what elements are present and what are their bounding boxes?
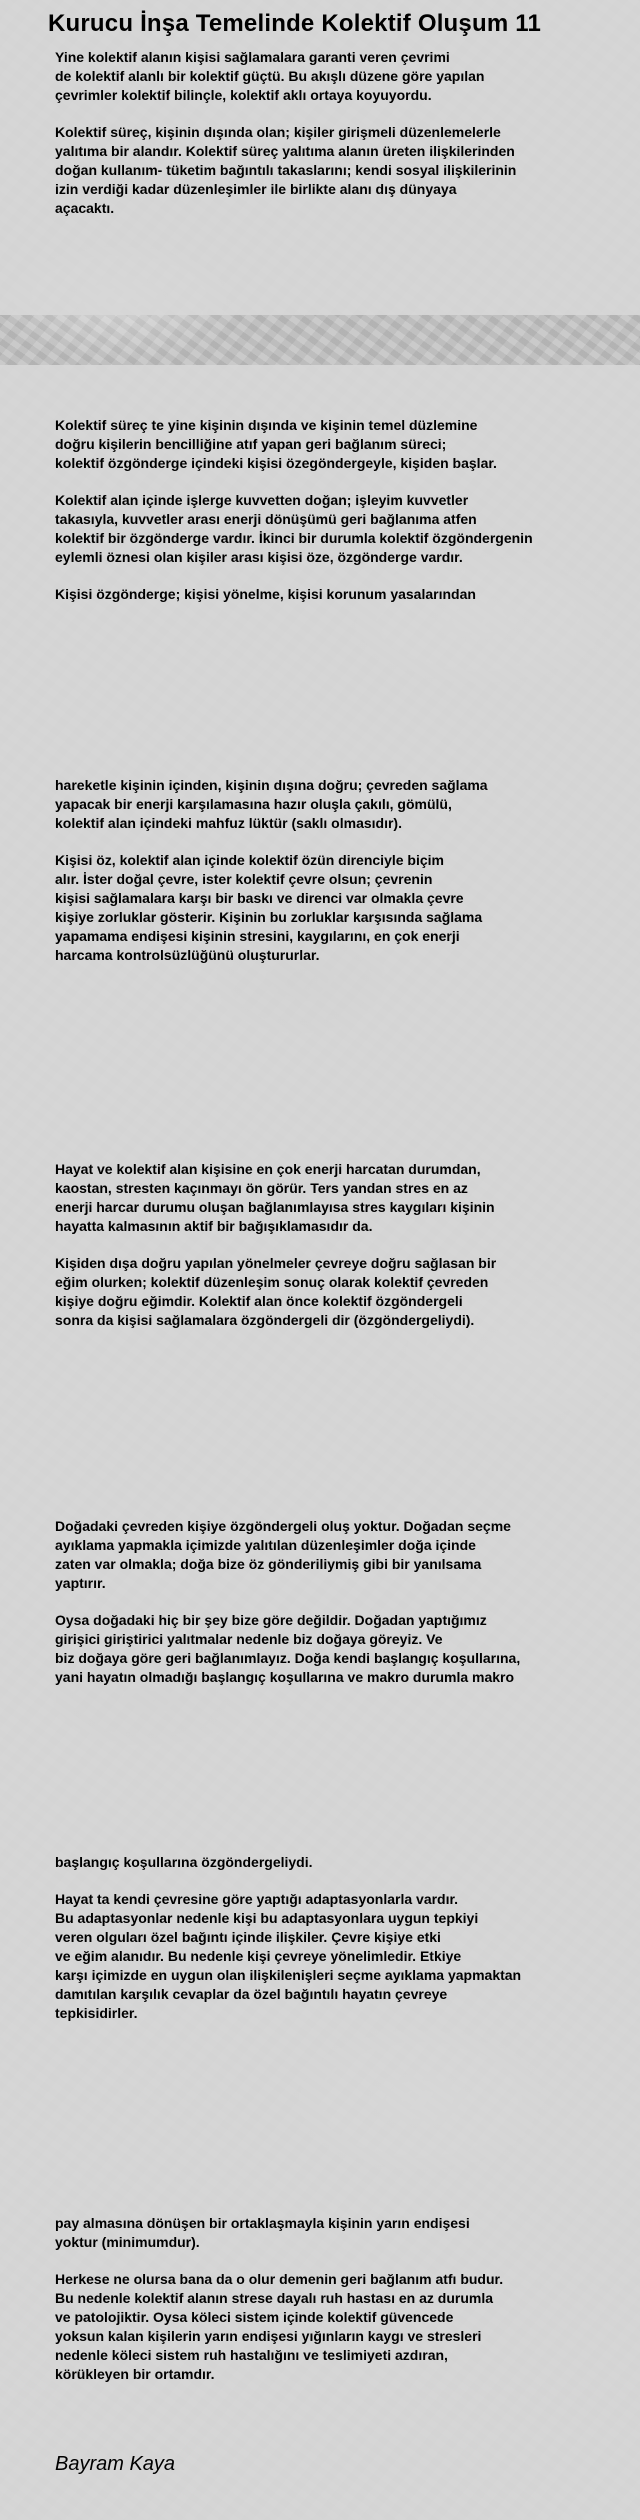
text-line: girişici giriştirici yalıtmalar nedenle biz doğaya göreyiz. Ve xyxy=(55,1631,443,1647)
text-section xyxy=(55,776,625,965)
paragraph xyxy=(55,1853,625,1872)
text-line: başlangıç koşullarına özgöndergeliydi. xyxy=(55,1854,313,1870)
text-line: körükleyen bir ortamdır. xyxy=(55,2366,215,2382)
text-line: biz doğaya göre geri bağlanımlayız. Doğa kendi başlangıç koşullarına, xyxy=(55,1650,521,1666)
text-line: pay almasına dönüşen bir ortaklaşmayla kişinin yarın endişesi xyxy=(55,2215,470,2231)
text-line: kolektif özgönderge içindeki kişisi özegöndergeyle, kişiden başlar. xyxy=(55,455,497,471)
text-line: eylemli öznesi olan kişiler arası kişisi öze, özgönderge vardır. xyxy=(55,549,463,565)
text-line: Oysa doğadaki hiç bir şey bize göre değildir. Doğadan yaptığımız xyxy=(55,1612,487,1628)
text-line: ayıklama yapmakla içimizde yalıtılan düzenleşimler doğa içinde xyxy=(55,1537,476,1553)
text-line: Kişisi öz, kolektif alan içinde kolektif özün direnciyle biçim xyxy=(55,852,444,868)
paragraph xyxy=(55,491,625,567)
text-line: de kolektif alanlı bir kolektif güçtü. Bu akışlı düzene göre yapılan xyxy=(55,68,485,84)
text-line: karşı içimizde en uygun olan ilişkilenişleri seçme ayıklama yapmaktan xyxy=(55,1967,522,1983)
text-line: Herkese ne olursa bana da o olur demenin geri bağlanım atfı budur. xyxy=(55,2271,504,2287)
text-section xyxy=(55,48,625,218)
paragraph-gap xyxy=(55,1593,625,1611)
text-line: yoktur (minimumdur). xyxy=(55,2234,200,2250)
paragraph xyxy=(55,2214,625,2252)
paragraph xyxy=(55,416,625,473)
paragraph-gap xyxy=(55,2252,625,2270)
paragraph-gap xyxy=(55,473,625,491)
text-line: kişiye zorluklar gösterir. Kişinin bu zorluklar karşısında sağlama xyxy=(55,909,483,925)
text-section xyxy=(55,1160,625,1330)
text-line: Doğadaki çevreden kişiye özgöndergeli oluş yoktur. Doğadan seçme xyxy=(55,1518,511,1534)
author-signature: Bayram Kaya xyxy=(55,2453,176,2475)
page-title: Kurucu İnşa Temelinde Kolektif Oluşum 11 xyxy=(48,10,542,37)
text-line: Yine kolektif alanın kişisi sağlamalara garanti veren çevrimi xyxy=(55,49,450,65)
text-line: alır. İster doğal çevre, ister kolektif çevre olsun; çevrenin xyxy=(55,871,433,887)
text-line: Kolektif süreç te yine kişinin dışında ve kişinin temel düzlemine xyxy=(55,417,478,433)
paragraph xyxy=(55,123,625,218)
text-line: yaptırır. xyxy=(55,1575,106,1591)
paragraph-gap xyxy=(55,1236,625,1254)
text-line: Kolektif alan içinde işlerge kuvvetten doğan; işleyim kuvvetler xyxy=(55,492,469,508)
text-line: çevrimler kolektif bilinçle, kolektif aklı ortaya koyuyordu. xyxy=(55,87,432,103)
text-line: hareketle kişinin içinden, kişinin dışına doğru; çevreden sağlama xyxy=(55,777,488,793)
paragraph xyxy=(55,851,625,965)
paragraph xyxy=(55,1890,625,2023)
text-section xyxy=(55,2214,625,2384)
text-line: takasıyla, kuvvetler arası enerji dönüşümü geri bağlanıma atfen xyxy=(55,511,477,527)
text-line: Kolektif süreç, kişinin dışında olan; kişiler girişmeli düzenlemelerle xyxy=(55,124,501,140)
paragraph xyxy=(55,585,625,604)
text-line: doğru kişilerin bencilliğine atıf yapan geri bağlanım süreci; xyxy=(55,436,447,452)
paragraph-gap xyxy=(55,1872,625,1890)
text-line: ve patolojiktir. Oysa köleci sistem içinde kolektif güvencede xyxy=(55,2309,454,2325)
text-section xyxy=(55,416,625,604)
text-line: harcama kontrolsüzlüğünü oluştururlar. xyxy=(55,947,320,963)
text-line: sonra da kişisi sağlamalara özgöndergeli dir (özgöndergeliydi). xyxy=(55,1312,475,1328)
paragraph xyxy=(55,1160,625,1236)
text-line: doğan kullanım- tüketim bağıntılı takaslarını; kendi sosyal ilişkilerinin xyxy=(55,162,517,178)
paragraph xyxy=(55,1611,625,1687)
text-line: açacaktı. xyxy=(55,200,115,216)
text-line: damıtılan karşılık cevaplar da özel bağıntılı hayatın çevreye xyxy=(55,1986,448,2002)
text-line: Kişisi özgönderge; kişisi yönelme, kişisi korunum yasalarından xyxy=(55,586,476,602)
text-line: Hayat ve kolektif alan kişisine en çok enerji harcatan durumdan, xyxy=(55,1161,481,1177)
text-line: yalıtıma bir alandır. Kolektif süreç yalıtıma alanın üreten ilişkilerinden xyxy=(55,143,515,159)
paragraph xyxy=(55,776,625,833)
text-line: yapamama endişesi kişinin stresini, kaygılarını, en çok enerji xyxy=(55,928,460,944)
text-line: Bu nedenle kolektif alanın strese dayalı ruh hastası en az durumla xyxy=(55,2290,494,2306)
paragraph-gap xyxy=(55,105,625,123)
text-line: izin verdiği kadar düzenleşimler ile birlikte alanı dış dünyaya xyxy=(55,181,457,197)
paragraph-gap xyxy=(55,833,625,851)
paragraph-gap xyxy=(55,567,625,585)
text-line: zaten var olmakla; doğa bize öz gönderiliymiş gibi bir yanılsama xyxy=(55,1556,482,1572)
text-line: Bu adaptasyonlar nedenle kişi bu adaptasyonlara uygun tepkiyi xyxy=(55,1910,479,1926)
text-line: yapacak bir enerji karşılamasına hazır oluşla çakılı, gömülü, xyxy=(55,796,452,812)
text-line: tepkisidirler. xyxy=(55,2005,138,2021)
paragraph xyxy=(55,48,625,105)
text-line: kişisi sağlamalara karşı bir baskı ve direnci var olmakla çevre xyxy=(55,890,464,906)
paragraph xyxy=(55,2270,625,2384)
text-line: kişiye doğru eğimdir. Kolektif alan önce kolektif özgöndergeli xyxy=(55,1293,463,1309)
text-line: hayatta kalmasının aktif bir bağışıklamasıdır da. xyxy=(55,1218,373,1234)
text-section xyxy=(55,1517,625,1687)
text-line: kaostan, stresten kaçınmayı ön görür. Ters yandan stres en az xyxy=(55,1180,468,1196)
text-line: eğim olurken; kolektif düzenleşim sonuç olarak kolektif çevreden xyxy=(55,1274,489,1290)
text-line: kolektif alan içindeki mahfuz lüktür (saklı olmasıdır). xyxy=(55,815,402,831)
text-line: nedenle köleci sistem ruh hastalığını ve teslimiyeti azdıran, xyxy=(55,2347,448,2363)
text-line: yani hayatın olmadığı başlangıç koşullarına ve makro durumla makro xyxy=(55,1669,515,1685)
text-line: veren olguları özel bağıntı içinde ilişkiler. Çevre kişiye etki xyxy=(55,1929,441,1945)
text-line: Hayat ta kendi çevresine göre yaptığı adaptasyonlarla vardır. xyxy=(55,1891,459,1907)
text-line: kolektif bir özgönderge vardır. İkinci bir durumla kolektif özgöndergenin xyxy=(55,530,533,546)
text-line: ve eğim alanıdır. Bu nedenle kişi çevreye yönelimledir. Etkiye xyxy=(55,1948,462,1964)
paragraph xyxy=(55,1254,625,1330)
paragraph xyxy=(55,1517,625,1593)
text-line: enerji harcar durumu oluşan bağlanımlayısa stres kaygıları kişinin xyxy=(55,1199,495,1215)
text-line: yoksun kalan kişilerin yarın endişesi yığınların kaygı ve stresleri xyxy=(55,2328,482,2344)
text-line: Kişiden dışa doğru yapılan yönelmeler çevreye doğru sağlasan bir xyxy=(55,1255,497,1271)
text-section xyxy=(55,1853,625,2023)
